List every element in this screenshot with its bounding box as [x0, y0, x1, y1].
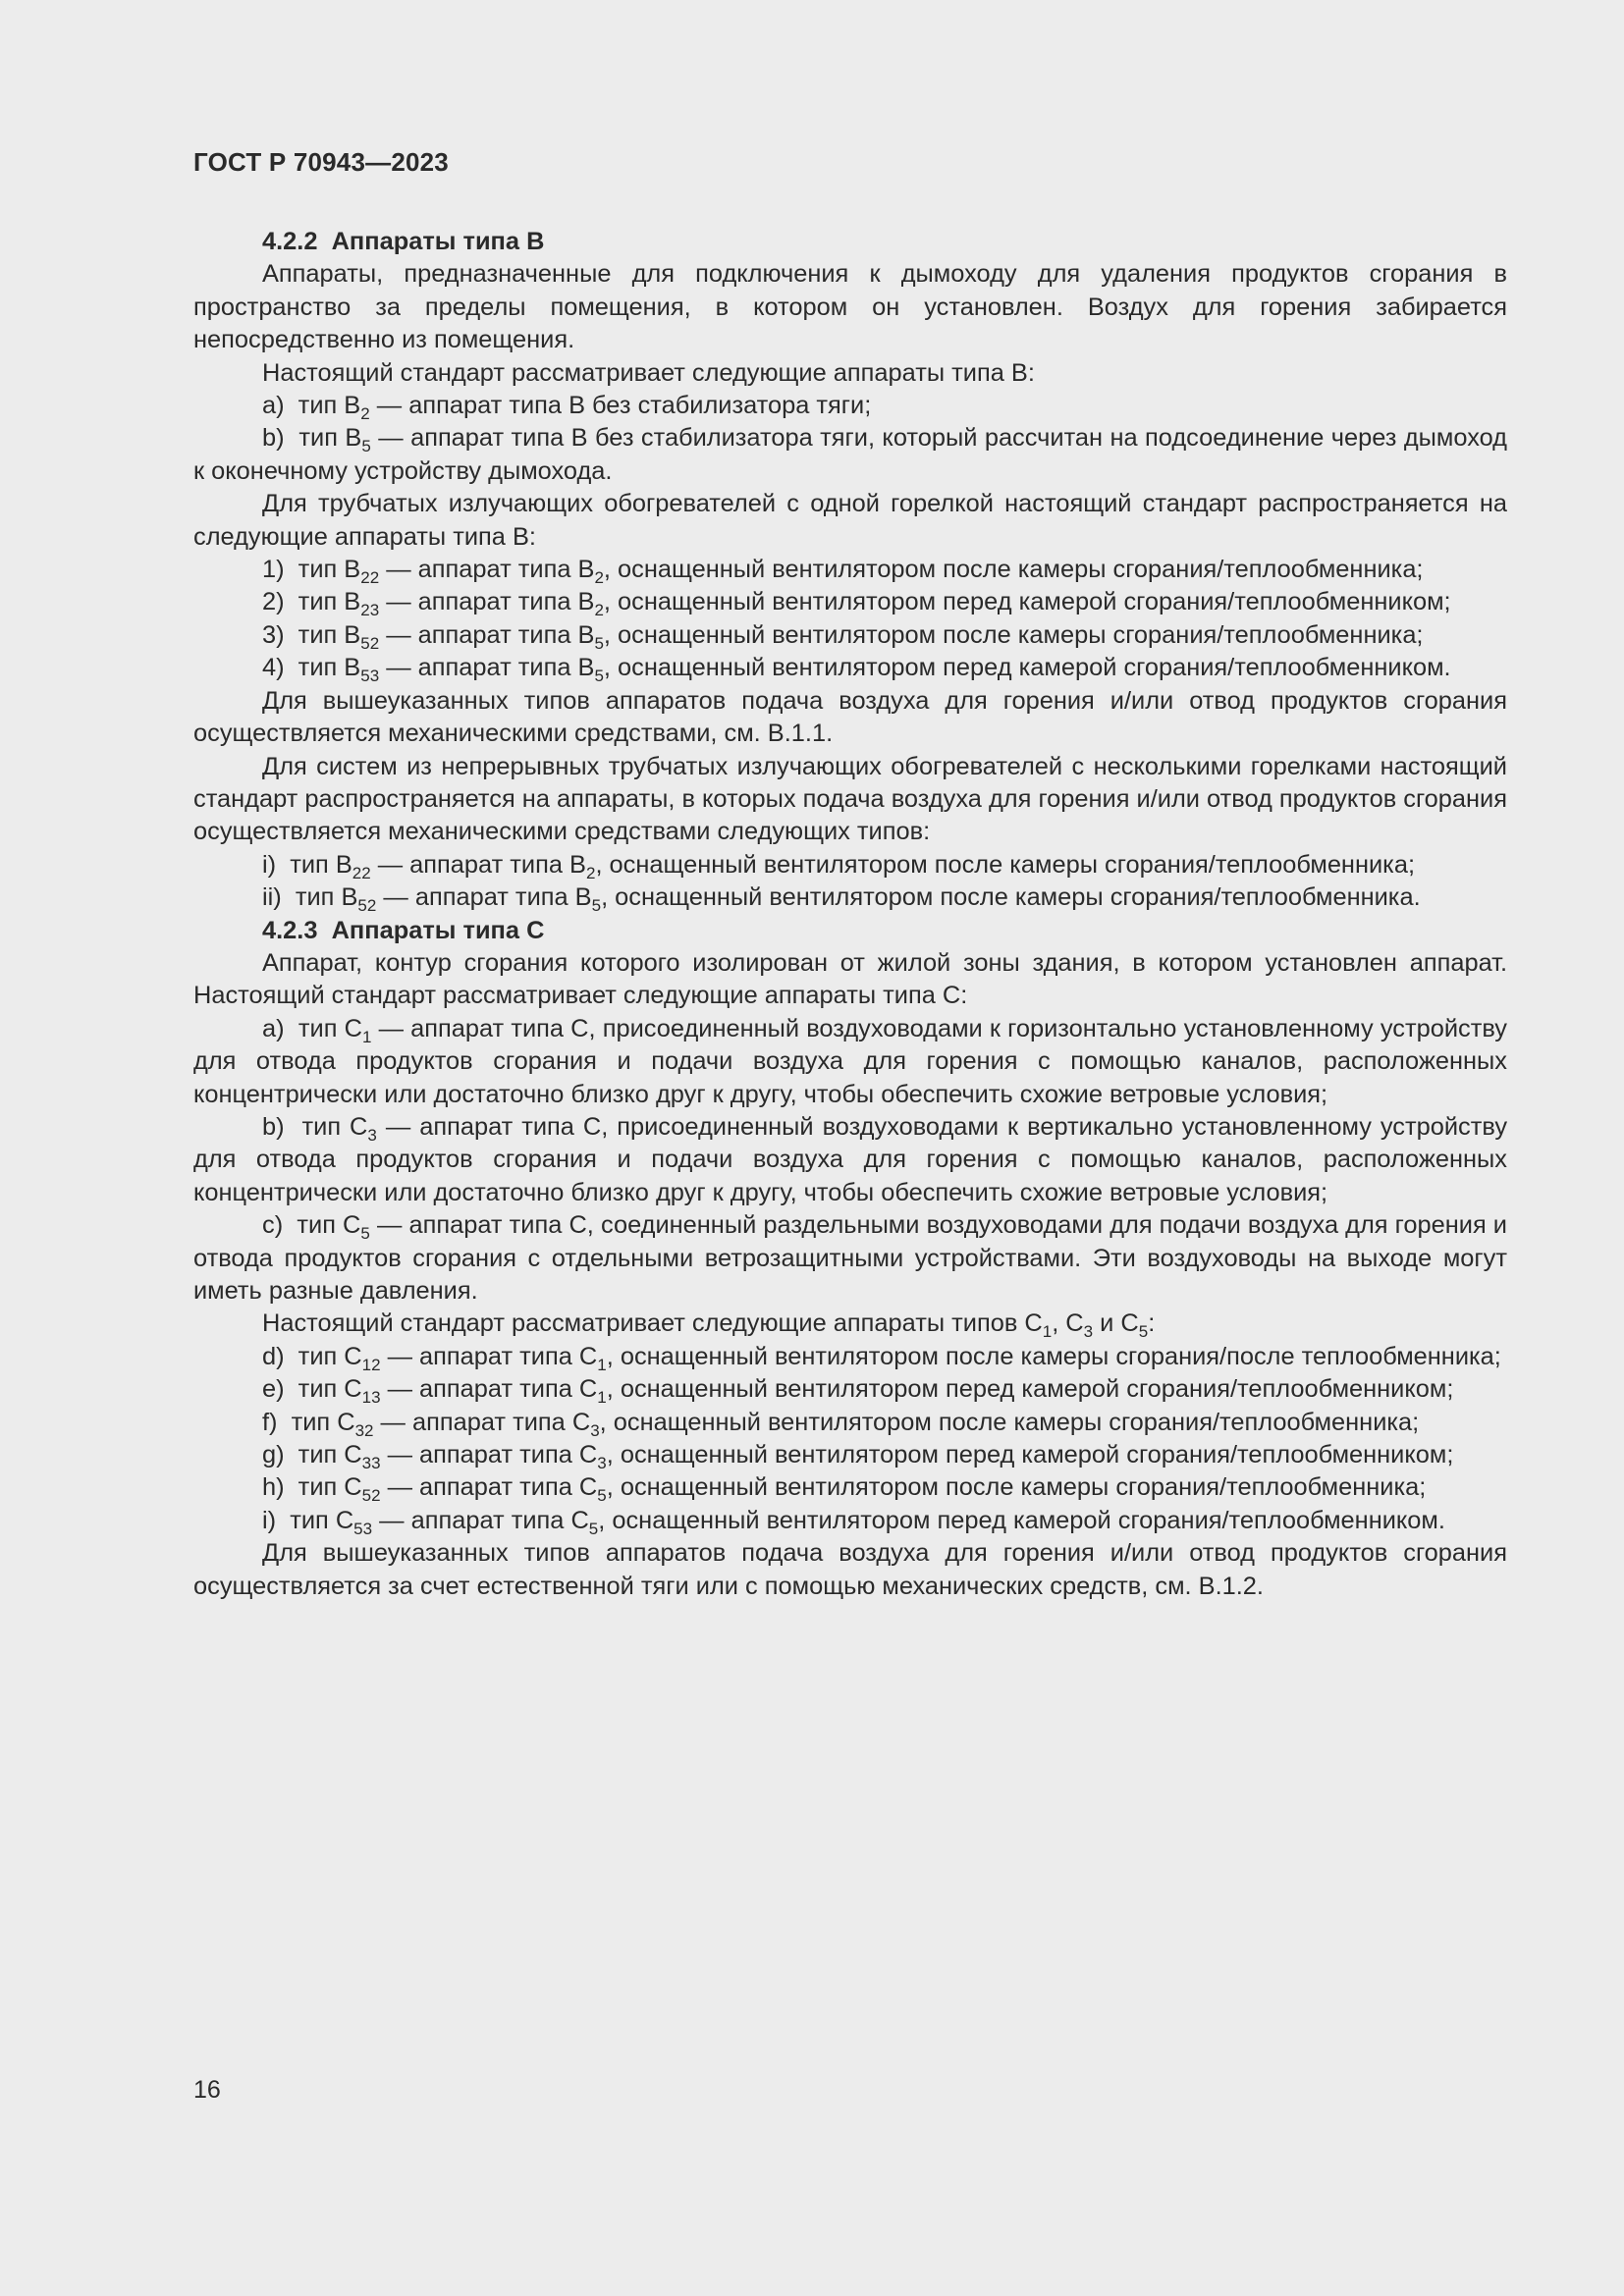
paragraph: Настоящий стандарт рассматривает следующие аппараты типов $С_1$, $С_3$ и $С_5$: [262, 1309, 1156, 1342]
list-item: i) тип $С_{53}$ — аппарат типа $С_5$, оснащенный вентилятором перед камерой сгорания/теплообменником. [262, 1506, 1445, 1538]
list-item: с) тип $С_5$ — аппарат типа С, соединенный раздельными воздуховодами для подачи воздуха для горения и отвода продуктов сгорания с отдельными ветрозащитными устройствами. Эти воздуховоды на выходе могут иметь разные давления. [193, 1211, 1507, 1305]
paragraph: Для вышеуказанных типов аппаратов подача воздуха для горения и/или отвод продуктов сгорания осуществляется за счет естественной тяги или с помощью механических средств, см. В.1.2. [193, 1539, 1507, 1600]
list-item: а) тип $С_1$ — аппарат типа С, присоединенный воздуховодами к горизонтально установленному устройству для отвода продуктов сгорания и подачи воздуха для горения с помощью каналов, расположенных концентрически или достаточно близко друг к другу, чтобы обеспечить схожие ветровые условия; [193, 1014, 1508, 1108]
list-item: f) тип $С_{32}$ — аппарат типа $С_3$, оснащенный вентилятором после камеры сгорания/теплообменника; [262, 1408, 1420, 1440]
page-number: 16 [193, 2076, 221, 2104]
list-item: 1) тип $В_{22}$ — аппарат типа $В_2$, оснащенный вентилятором после камеры сгорания/теплообменника; [262, 556, 1424, 588]
paragraph: Для вышеуказанных типов аппаратов подача воздуха для горения и/или отвод продуктов сгорания осуществляется механическими средствами, см. В.1.1. [193, 686, 1507, 748]
paragraph: Аппараты, предназначенные для подключения к дымоходу для удаления продуктов сгорания в пространство за пределы помещения, в котором он установлен. Воздух для горения забирается непосредственно из помещения. [193, 260, 1507, 354]
paragraph: Аппарат, контур сгорания которого изолирован от жилой зоны здания, в котором установлен аппарат. Настоящий стандарт рассматривает следующие аппараты типа С: [193, 948, 1507, 1010]
paragraph: Для систем из непрерывных трубчатых излучающих обогревателей с несколькими горелками настоящий стандарт распространяется на аппараты, в которых подача воздуха для горения и/или отвод продуктов сгорания осуществляется механическими средствами следующих типов: [193, 752, 1507, 846]
list-item: h) тип $С_{52}$ — аппарат типа $С_5$, оснащенный вентилятором после камеры сгорания/теплообменника; [262, 1473, 1427, 1506]
list-item: b) тип $В_5$ — аппарат типа В без стабилизатора тяги, который рассчитан на подсоединение через дымоход к оконечному устройству дымохода. [193, 424, 1507, 485]
section-heading: 4.2.2 Аппараты типа B [262, 228, 545, 255]
list-item: d) тип $С_{12}$ — аппарат типа $С_1$, оснащенный вентилятором после камеры сгорания/после теплообменника; [262, 1342, 1501, 1374]
document-body [193, 226, 1507, 1603]
section-heading: 4.2.3 Аппараты типа С [262, 916, 545, 944]
list-item: b) тип $С_3$ — аппарат типа С, присоединенный воздуховодами к вертикально установленному устройству для отвода продуктов сгорания и подачи воздуха для горения с помощью каналов, расположенных концентрически или достаточно близко друг к другу, чтобы обеспечить схожие ветровые условия; [193, 1112, 1508, 1206]
list-item: ii) тип $В_{52}$ — аппарат типа $В_5$, оснащенный вентилятором после камеры сгорания/теплообменника. [262, 883, 1421, 916]
list-item: е) тип $С_{13}$ — аппарат типа $С_1$, оснащенный вентилятором перед камерой сгорания/теплообменником; [262, 1375, 1454, 1408]
document-header: ГОСТ Р 70943—2023 [193, 147, 449, 177]
list-item: i) тип $В_{22}$ — аппарат типа $В_2$, оснащенный вентилятором после камеры сгорания/теплообменника; [262, 850, 1416, 882]
list-item: а) тип $В_2$ — аппарат типа В без стабилизатора тяги; [262, 392, 872, 424]
paragraph: Для трубчатых излучающих обогревателей с одной горелкой настоящий стандарт распространяется на следующие аппараты типа В: [193, 490, 1507, 551]
list-item: 2) тип $В_{23}$ — аппарат типа $В_2$, оснащенный вентилятором перед камерой сгорания/теплообменником; [262, 588, 1451, 620]
list-item: 4) тип $В_{53}$ — аппарат типа $В_5$, оснащенный вентилятором перед камерой сгорания/теплообменником. [262, 654, 1451, 686]
paragraph: Настоящий стандарт рассматривает следующие аппараты типа В: [262, 358, 1035, 387]
list-item: 3) тип $В_{52}$ — аппарат типа $В_5$, оснащенный вентилятором после камеры сгорания/теплообменника; [262, 620, 1424, 653]
list-item: g) тип $С_{33}$ — аппарат типа $С_3$, оснащенный вентилятором перед камерой сгорания/теплообменником; [262, 1441, 1454, 1473]
